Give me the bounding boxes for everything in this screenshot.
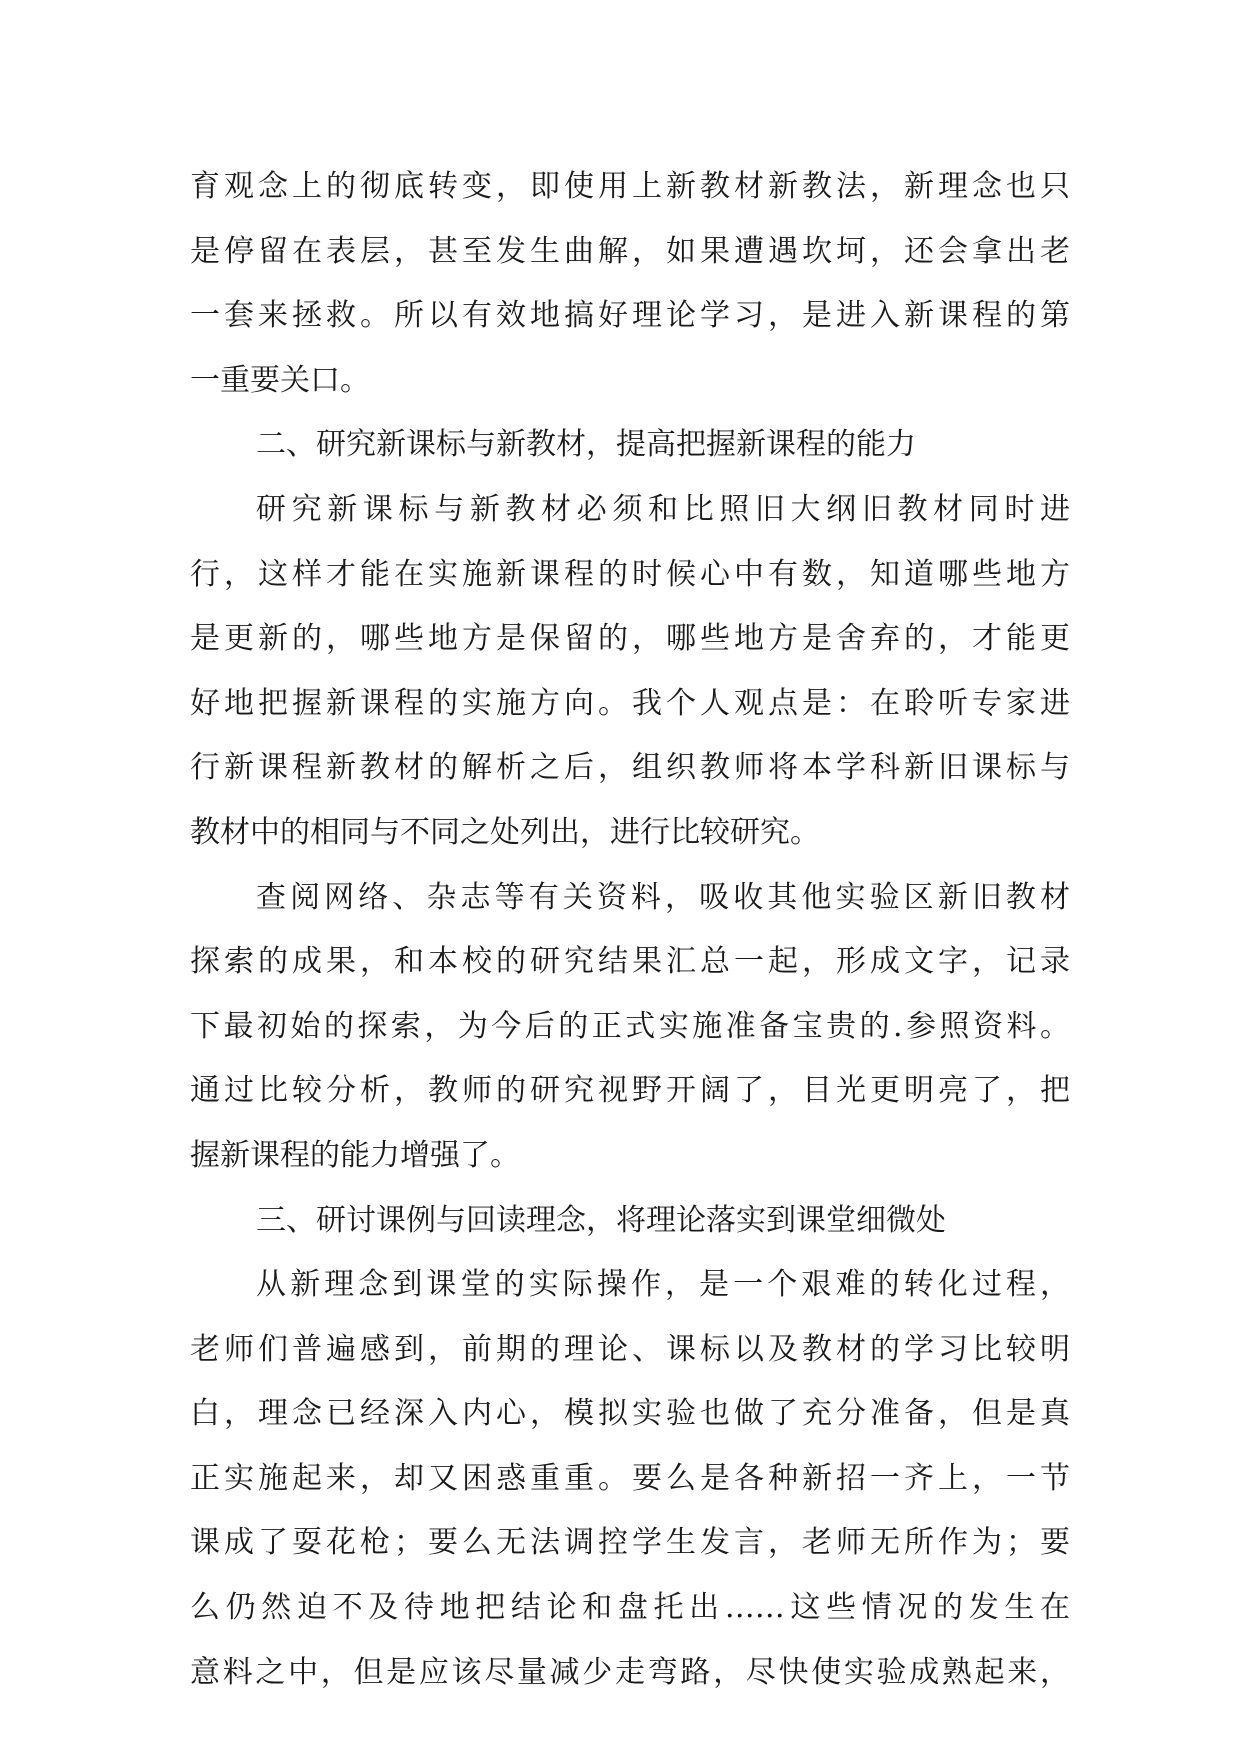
text-line: 白，理念已经深入内心，模拟实验也做了充分准备，但是真 [190,1396,1070,1432]
text-line: 握新课程的能力增强了。 [190,1137,520,1173]
text-line: 课成了耍花枪；要么无法调控学生发言，老师无所作为；要 [190,1525,1070,1561]
text-line: 研究新课标与新教材必须和比照旧大纲旧教材同时进 [256,491,1070,527]
text-line: 通过比较分析，教师的研究视野开阔了，目光更明亮了，把 [190,1073,1070,1109]
text-line: 行新课程新教材的解析之后，组织教师将本学科新旧课标与 [190,750,1070,786]
document-body [190,155,1070,1705]
text-line: 正实施起来，却又困惑重重。要么是各种新招一齐上，一节 [190,1460,1070,1496]
text-line: 老师们普遍感到，前期的理论、课标以及教材的学习比较明 [190,1331,1070,1367]
text-line: 意料之中，但是应该尽量减少走弯路，尽快使实验成熟起来， [190,1654,1070,1690]
text-line: 从新理念到课堂的实际操作，是一个艰难的转化过程， [256,1267,1070,1303]
section-heading: 二、研究新课标与新教材，提高把握新课程的能力 [256,427,916,463]
text-line: 下最初始的探索，为今后的正式实施准备宝贵的.参照资料。 [190,1008,1070,1044]
section-heading: 三、研讨课例与回读理念，将理论落实到课堂细微处 [256,1202,946,1238]
text-line: 育观念上的彻底转变，即使用上新教材新教法，新理念也只 [190,169,1070,204]
text-line: 是更新的，哪些地方是保留的，哪些地方是舍弃的，才能更 [190,621,1070,657]
text-line: 是停留在表层，甚至发生曲解，如果遭遇坎坷，还会拿出老 [190,233,1070,269]
text-line: 一套来拯救。所以有效地搞好理论学习，是进入新课程的第 [190,298,1070,334]
text-line: 行，这样才能在实施新课程的时候心中有数，知道哪些地方 [190,556,1070,592]
text-line: 一重要关口。 [190,362,370,398]
text-line: 查阅网络、杂志等有关资料，吸收其他实验区新旧教材 [256,879,1070,915]
text-line: 教材中的相同与不同之处列出，进行比较研究。 [190,814,820,850]
text-line: 好地把握新课程的实施方向。我个人观点是：在聆听专家进 [190,685,1070,721]
text-line: 么仍然迫不及待地把结论和盘托出……这些情况的发生在 [190,1590,1070,1626]
text-line: 探索的成果，和本校的研究结果汇总一起，形成文字，记录 [190,944,1070,980]
